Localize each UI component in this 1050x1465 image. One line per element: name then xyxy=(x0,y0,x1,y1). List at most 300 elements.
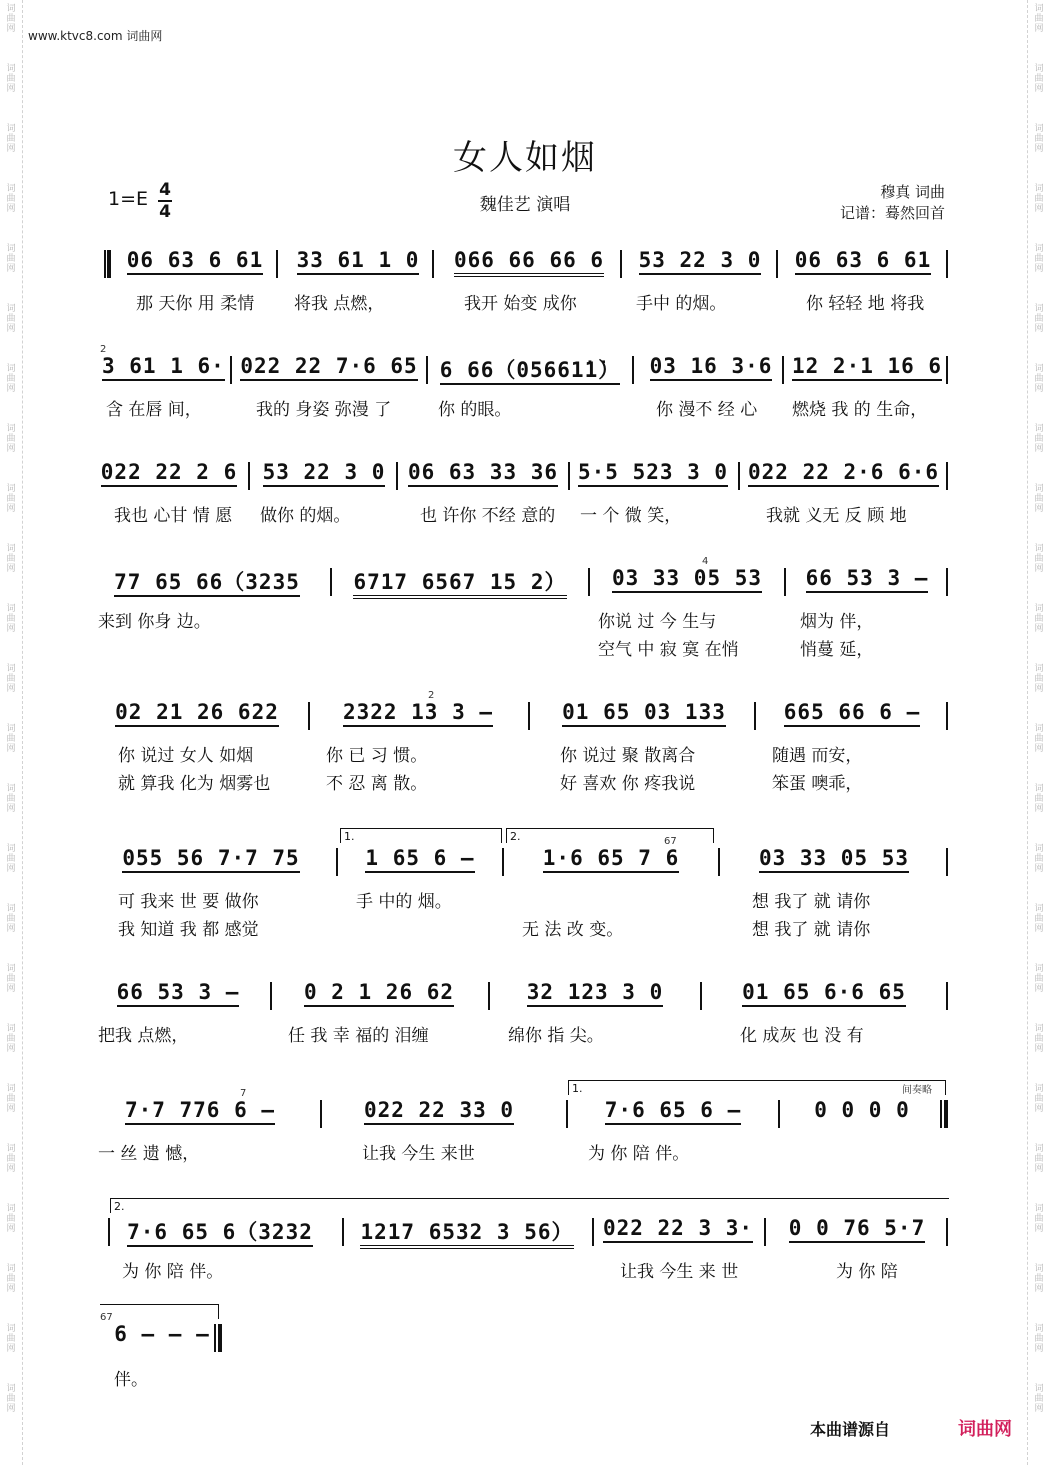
watermark-glyph: 词 xyxy=(6,424,16,434)
time-signature-bottom: 4 xyxy=(159,202,171,222)
watermark-glyph: 词 xyxy=(1034,364,1044,374)
watermark-glyph: 词 xyxy=(6,484,16,494)
watermark-glyph: 词 xyxy=(6,844,16,854)
measure: 7·7 776 6 – xyxy=(100,1098,300,1122)
watermark-glyph-group xyxy=(0,1080,22,1140)
lyric: 一 丝 遗 憾， xyxy=(98,1144,200,1164)
watermark-glyph: 网 xyxy=(6,264,16,274)
watermark-glyph: 词 xyxy=(6,1204,16,1214)
measure: 7·6 65 6 – xyxy=(578,1098,768,1122)
barline xyxy=(568,462,570,490)
watermark-glyph: 网 xyxy=(6,1224,16,1234)
watermark-glyph: 曲 xyxy=(1034,374,1044,384)
watermark-glyph: 词 xyxy=(1034,544,1044,554)
score-row-6 xyxy=(98,846,950,878)
barline xyxy=(528,702,530,730)
watermark-glyph-group xyxy=(0,300,22,360)
measure: 66 53 3 – xyxy=(100,980,256,1004)
barline xyxy=(754,702,756,730)
watermark-glyph: 词 xyxy=(1034,1204,1044,1214)
watermark-glyph: 词 xyxy=(1034,784,1044,794)
watermark-glyph: 词 xyxy=(6,544,16,554)
measure: 066 66 66 6 xyxy=(446,248,612,272)
barline xyxy=(700,982,702,1010)
repeat-start-bar xyxy=(104,250,111,278)
watermark-glyph: 曲 xyxy=(1034,74,1044,84)
watermark-glyph-group xyxy=(0,1020,22,1080)
lyric: 做你 的烟。 xyxy=(260,506,351,526)
measure: 06 63 33 36 xyxy=(406,460,560,484)
watermark-glyph: 网 xyxy=(1034,1404,1044,1414)
watermark-glyph: 曲 xyxy=(6,554,16,564)
watermark-glyph-group xyxy=(0,480,22,540)
watermark-glyph: 曲 xyxy=(6,134,16,144)
watermark-glyph-group xyxy=(0,1320,22,1380)
watermark-glyph: 网 xyxy=(1034,744,1044,754)
watermark-glyph: 曲 xyxy=(1034,1154,1044,1164)
interlude-note: 间奏略 xyxy=(902,1085,932,1096)
barline xyxy=(592,1218,594,1246)
barline xyxy=(620,250,622,278)
watermark-glyph: 网 xyxy=(1034,1164,1044,1174)
watermark-glyph: 网 xyxy=(1034,864,1044,874)
barline xyxy=(946,1218,948,1246)
watermark-glyph: 词 xyxy=(1034,124,1044,134)
watermark-glyph: 词 xyxy=(1034,724,1044,734)
watermark-glyph: 网 xyxy=(6,924,16,934)
lyric: 燃烧 我 的 生命， xyxy=(792,400,928,420)
measure: 53 22 3 0 xyxy=(632,248,768,272)
watermark-glyph-group xyxy=(1028,1380,1050,1440)
score-row-4 xyxy=(98,566,950,598)
watermark-glyph: 网 xyxy=(6,1164,16,1174)
score-row-2 xyxy=(98,354,950,386)
watermark-glyph: 曲 xyxy=(1034,1394,1044,1404)
watermark-glyph: 网 xyxy=(6,624,16,634)
watermark-glyph-group xyxy=(1028,540,1050,600)
time-signature-top: 4 xyxy=(159,180,171,200)
watermark-glyph: 词 xyxy=(1034,604,1044,614)
barline xyxy=(946,568,948,596)
measure: 022 22 3 3· xyxy=(602,1216,754,1240)
watermark-glyph: 词 xyxy=(1034,244,1044,254)
watermark-glyph: 网 xyxy=(1034,84,1044,94)
lyric: 我就 义无 反 顾 地 xyxy=(766,506,907,526)
barline xyxy=(778,1100,780,1128)
grace-note: 67 xyxy=(664,836,677,847)
watermark-glyph-group xyxy=(0,1260,22,1320)
watermark-glyph: 词 xyxy=(1034,1384,1044,1394)
measure: 0 2 1 26 62 xyxy=(282,980,476,1004)
watermark-glyph: 网 xyxy=(1034,984,1044,994)
watermark-glyph: 词 xyxy=(6,64,16,74)
watermark-glyph-group xyxy=(1028,720,1050,780)
first-ending-bracket: 1. xyxy=(568,1080,946,1095)
barline xyxy=(946,356,948,384)
barline xyxy=(396,462,398,490)
watermark-glyph: 曲 xyxy=(6,674,16,684)
measure: 1·6 65 7 6 xyxy=(512,846,710,870)
measure: 022 22 7·6 65 xyxy=(240,354,418,378)
right-watermark-strip xyxy=(1027,0,1050,1465)
watermark-glyph: 网 xyxy=(6,324,16,334)
watermark-glyph-group xyxy=(0,420,22,480)
watermark-glyph-group xyxy=(1028,1020,1050,1080)
watermark-glyph: 网 xyxy=(1034,1344,1044,1354)
lyric: 让我 今生 来 世 xyxy=(620,1262,739,1282)
watermark-glyph: 网 xyxy=(1034,1284,1044,1294)
watermark-glyph: 曲 xyxy=(6,1334,16,1344)
watermark-glyph-group xyxy=(1028,420,1050,480)
lyric: 化 成灰 也 没 有 xyxy=(740,1026,864,1046)
watermark-glyph: 曲 xyxy=(1034,494,1044,504)
watermark-glyph: 词 xyxy=(1034,4,1044,14)
watermark-glyph: 网 xyxy=(1034,804,1044,814)
watermark-glyph: 词 xyxy=(1034,64,1044,74)
watermark-glyph-group xyxy=(0,780,22,840)
measure: 0 0 0 0 xyxy=(814,1098,910,1122)
lyric: 让我 今生 来世 xyxy=(362,1144,475,1164)
lyric: 我 知道 我 都 感觉 xyxy=(118,920,259,940)
watermark-glyph: 词 xyxy=(6,904,16,914)
watermark-glyph: 曲 xyxy=(6,434,16,444)
grace-note: 67 xyxy=(100,1312,113,1323)
grace-note: 2 xyxy=(100,344,107,355)
watermark-glyph-group xyxy=(1028,840,1050,900)
watermark-glyph-group xyxy=(1028,960,1050,1020)
watermark-glyph-group xyxy=(1028,360,1050,420)
watermark-glyph: 曲 xyxy=(1034,1214,1044,1224)
watermark-glyph: 网 xyxy=(1034,684,1044,694)
time-signature xyxy=(158,180,172,222)
barline xyxy=(248,462,250,490)
key-signature: 1=E xyxy=(108,188,149,210)
lyric: 好 喜欢 你 疼我说 xyxy=(560,774,696,794)
watermark-glyph: 词 xyxy=(1034,1024,1044,1034)
lyric: 你 说过 聚 散离合 xyxy=(560,746,696,766)
score-row-1 xyxy=(98,248,950,280)
watermark-glyph-group xyxy=(1028,1200,1050,1260)
grace-note: 2 xyxy=(428,690,435,701)
barline xyxy=(230,356,232,384)
barline xyxy=(776,250,778,278)
watermark-glyph-group xyxy=(0,840,22,900)
watermark-glyph: 曲 xyxy=(6,1034,16,1044)
lyric: 为 你 陪 伴。 xyxy=(122,1262,224,1282)
watermark-glyph: 词 xyxy=(6,1084,16,1094)
watermark-glyph-group xyxy=(0,660,22,720)
watermark-glyph: 曲 xyxy=(6,14,16,24)
watermark-glyph-group xyxy=(1028,900,1050,960)
watermark-glyph: 曲 xyxy=(6,494,16,504)
watermark-glyph: 词 xyxy=(6,184,16,194)
measure: 055 56 7·7 75 xyxy=(100,846,322,870)
second-ending-bracket-end xyxy=(100,1304,219,1319)
watermark-glyph: 曲 xyxy=(1034,314,1044,324)
watermark-glyph: 曲 xyxy=(6,794,16,804)
barline xyxy=(718,848,720,876)
barline xyxy=(946,982,948,1010)
measure: 7·6 65 6（3232 xyxy=(118,1216,322,1246)
watermark-glyph: 网 xyxy=(6,744,16,754)
watermark-glyph: 网 xyxy=(6,1404,16,1414)
lyric: 为 你 陪 xyxy=(836,1262,898,1282)
watermark-glyph: 曲 xyxy=(1034,614,1044,624)
watermark-glyph: 网 xyxy=(6,444,16,454)
watermark-glyph: 网 xyxy=(1034,1224,1044,1234)
watermark-glyph: 词 xyxy=(6,604,16,614)
measure: 6717 6567 15 2） xyxy=(342,566,578,596)
watermark-glyph-group xyxy=(1028,60,1050,120)
watermark-glyph: 曲 xyxy=(1034,674,1044,684)
watermark-glyph: 曲 xyxy=(1034,794,1044,804)
lyric: 你说 过 今 生与 xyxy=(598,612,717,632)
lyric: 不 忍 离 散。 xyxy=(326,774,428,794)
watermark-glyph-group xyxy=(1028,780,1050,840)
watermark-glyph: 网 xyxy=(1034,264,1044,274)
barline xyxy=(946,462,948,490)
lyric: 你 的眼。 xyxy=(438,400,512,420)
lyric: 你 轻轻 地 将我 xyxy=(806,294,925,314)
measure: 01 65 03 133 xyxy=(540,700,748,724)
watermark-glyph-group xyxy=(1028,1260,1050,1320)
watermark-glyph: 网 xyxy=(1034,444,1044,454)
watermark-glyph-group xyxy=(0,600,22,660)
watermark-glyph: 网 xyxy=(6,24,16,34)
watermark-glyph-group xyxy=(0,1200,22,1260)
lyric: 任 我 幸 福的 泪缠 xyxy=(288,1026,429,1046)
watermark-glyph: 网 xyxy=(6,84,16,94)
barline xyxy=(946,702,948,730)
watermark-glyph-group xyxy=(0,720,22,780)
watermark-glyph: 曲 xyxy=(1034,1034,1044,1044)
watermark-glyph-group xyxy=(0,60,22,120)
watermark-glyph-group xyxy=(0,960,22,1020)
watermark-glyph-group xyxy=(0,1380,22,1440)
barline xyxy=(782,356,784,384)
lyric: 手 中的 烟。 xyxy=(356,892,452,912)
watermark-glyph: 词 xyxy=(6,4,16,14)
watermark-glyph: 词 xyxy=(1034,484,1044,494)
watermark-glyph: 网 xyxy=(6,684,16,694)
barline xyxy=(784,568,786,596)
lyric: 你 漫不 经 心 xyxy=(656,400,758,420)
measure: 32 123 3 0 xyxy=(500,980,690,1004)
lyric: 也 许你 不经 意的 xyxy=(420,506,556,526)
measure: 6 66（05661̇1̇） xyxy=(436,354,624,384)
grace-note: 4 xyxy=(702,556,709,567)
lyric: 无 法 改 变。 xyxy=(522,920,624,940)
watermark-glyph: 网 xyxy=(1034,504,1044,514)
lyric: 我的 身姿 弥漫 了 xyxy=(256,400,392,420)
watermark-glyph: 词 xyxy=(6,1024,16,1034)
lyric: 将我 点燃， xyxy=(294,294,385,314)
watermark-glyph: 词 xyxy=(6,1324,16,1334)
watermark-glyph: 词 xyxy=(1034,1324,1044,1334)
watermark-glyph-group xyxy=(1028,660,1050,720)
watermark-glyph: 网 xyxy=(6,984,16,994)
barline xyxy=(764,1218,766,1246)
lyric: 为 你 陪 伴。 xyxy=(588,1144,690,1164)
singer-credit: 魏佳艺 演唱 xyxy=(479,195,571,215)
barline xyxy=(632,356,634,384)
barline xyxy=(426,356,428,384)
watermark-glyph: 词 xyxy=(1034,1084,1044,1094)
watermark-glyph: 网 xyxy=(1034,204,1044,214)
score-row-7 xyxy=(98,980,950,1012)
lyric: 一 个 微 笑， xyxy=(580,506,682,526)
lyric: 烟为 伴， xyxy=(800,612,874,632)
lyric: 你 已 习 惯。 xyxy=(326,746,428,766)
lyric: 来到 你身 边。 xyxy=(98,612,211,632)
watermark-glyph: 曲 xyxy=(6,1094,16,1104)
transcriber-credit: 记谱：蓦然回首 xyxy=(839,204,945,222)
barline xyxy=(342,1218,344,1246)
watermark-glyph: 网 xyxy=(6,204,16,214)
repeat-end-bar xyxy=(940,1100,948,1128)
measure: 12 2·1 16 6 xyxy=(792,354,938,378)
footer-brand: 词曲网 xyxy=(958,1419,1012,1440)
watermark-glyph-group xyxy=(1028,0,1050,60)
measure: 03 16 3·6 xyxy=(644,354,778,378)
barline xyxy=(566,1100,568,1128)
watermark-glyph-group xyxy=(0,360,22,420)
watermark-glyph: 曲 xyxy=(6,314,16,324)
credits xyxy=(840,182,945,224)
watermark-glyph: 词 xyxy=(1034,844,1044,854)
barline xyxy=(946,848,948,876)
grace-note: 7 xyxy=(240,1088,247,1099)
lyric: 可 我来 世 要 做你 xyxy=(118,892,259,912)
watermark-glyph-group xyxy=(1028,1320,1050,1380)
watermark-glyph: 网 xyxy=(1034,24,1044,34)
score-row-3 xyxy=(98,460,950,492)
watermark-glyph: 词 xyxy=(6,124,16,134)
measure: 33 61 1 0 xyxy=(290,248,426,272)
measure: 0 0 76 5·7 xyxy=(776,1216,938,1240)
watermark-glyph: 词 xyxy=(1034,304,1044,314)
lyric: 随遇 而安， xyxy=(772,746,863,766)
lyric: 想 我了 就 请你 xyxy=(752,892,871,912)
barline xyxy=(108,1218,110,1246)
lyric: 悄蔓 延， xyxy=(800,640,874,660)
barline xyxy=(488,982,490,1010)
measure: 6 – – – xyxy=(114,1322,210,1346)
lyric: 我也 心甘 情 愿 xyxy=(114,506,233,526)
watermark-glyph-group xyxy=(1028,1080,1050,1140)
watermark-glyph: 曲 xyxy=(6,74,16,84)
measure: 77 65 66（3235 xyxy=(98,566,316,596)
watermark-glyph: 曲 xyxy=(1034,14,1044,24)
measure: 03 33 05 53 xyxy=(598,566,776,590)
final-bar xyxy=(214,1324,222,1352)
watermark-glyph: 网 xyxy=(1034,324,1044,334)
lyric: 笨蛋 噢乖， xyxy=(772,774,863,794)
watermark-glyph: 曲 xyxy=(1034,194,1044,204)
watermark-glyph: 词 xyxy=(1034,904,1044,914)
watermark-glyph: 曲 xyxy=(1034,1094,1044,1104)
watermark-glyph: 词 xyxy=(6,784,16,794)
lyric: 空气 中 寂 寞 在悄 xyxy=(598,640,739,660)
watermark-glyph: 词 xyxy=(1034,184,1044,194)
watermark-glyph: 曲 xyxy=(6,734,16,744)
watermark-glyph: 网 xyxy=(1034,1104,1044,1114)
left-watermark-strip xyxy=(0,0,23,1465)
watermark-glyph: 网 xyxy=(1034,144,1044,154)
measure: 06 63 6 61 xyxy=(788,248,938,272)
barline xyxy=(308,702,310,730)
watermark-glyph: 曲 xyxy=(1034,854,1044,864)
watermark-glyph: 曲 xyxy=(1034,974,1044,984)
watermark-glyph: 词 xyxy=(1034,424,1044,434)
watermark-glyph: 词 xyxy=(6,1144,16,1154)
watermark-glyph-group xyxy=(1028,240,1050,300)
song-title: 女人如烟 xyxy=(453,138,597,178)
lyric: 那 天你 用 柔情 xyxy=(136,294,255,314)
watermark-glyph: 曲 xyxy=(6,1154,16,1164)
measure: 1 65 6 – xyxy=(348,846,492,870)
watermark-glyph: 词 xyxy=(6,664,16,674)
measure: 03 33 05 53 xyxy=(730,846,938,870)
measure: 022 22 33 0 xyxy=(334,1098,544,1122)
watermark-glyph: 曲 xyxy=(6,914,16,924)
lyric: 想 我了 就 请你 xyxy=(752,920,871,940)
watermark-glyph-group xyxy=(1028,1140,1050,1200)
watermark-glyph: 词 xyxy=(6,1264,16,1274)
watermark-glyph: 曲 xyxy=(6,974,16,984)
watermark-glyph: 曲 xyxy=(6,1274,16,1284)
watermark-glyph-group xyxy=(1028,480,1050,540)
lyric: 含 在唇 间， xyxy=(106,400,202,420)
watermark-glyph: 网 xyxy=(1034,564,1044,574)
watermark-glyph: 曲 xyxy=(1034,554,1044,564)
footer-source: 本曲谱源自 xyxy=(810,1420,891,1439)
measure: 5·5 523 3 0 xyxy=(578,460,728,484)
site-watermark: www.ktvc8.com 词曲网 xyxy=(28,29,163,43)
watermark-glyph: 词 xyxy=(6,244,16,254)
watermark-glyph: 网 xyxy=(6,1044,16,1054)
watermark-glyph: 网 xyxy=(1034,384,1044,394)
watermark-glyph: 网 xyxy=(6,384,16,394)
watermark-glyph: 词 xyxy=(1034,964,1044,974)
watermark-glyph: 曲 xyxy=(1034,434,1044,444)
lyric: 伴。 xyxy=(114,1370,148,1390)
measure: 06 63 6 61 xyxy=(120,248,270,272)
watermark-glyph: 网 xyxy=(6,504,16,514)
watermark-glyph: 网 xyxy=(6,144,16,154)
watermark-glyph: 曲 xyxy=(6,854,16,864)
barline xyxy=(738,462,740,490)
watermark-glyph: 词 xyxy=(1034,664,1044,674)
first-ending-bracket: 1. xyxy=(340,828,502,843)
barline xyxy=(588,568,590,596)
measure: 01 65 6·6 65 xyxy=(710,980,938,1004)
watermark-glyph: 曲 xyxy=(1034,734,1044,744)
measure: 53 22 3 0 xyxy=(258,460,390,484)
measure: 02 21 26 622 xyxy=(100,700,294,724)
watermark-glyph: 曲 xyxy=(6,194,16,204)
barline xyxy=(336,848,338,876)
watermark-glyph: 曲 xyxy=(1034,254,1044,264)
barline xyxy=(270,982,272,1010)
watermark-glyph: 词 xyxy=(6,304,16,314)
watermark-glyph: 曲 xyxy=(6,254,16,264)
score-row-5 xyxy=(98,700,950,732)
lyric: 就 算我 化为 烟雾也 xyxy=(118,774,271,794)
watermark-glyph: 曲 xyxy=(1034,1334,1044,1344)
watermark-glyph: 词 xyxy=(6,1384,16,1394)
lyric: 手中 的烟。 xyxy=(636,294,727,314)
